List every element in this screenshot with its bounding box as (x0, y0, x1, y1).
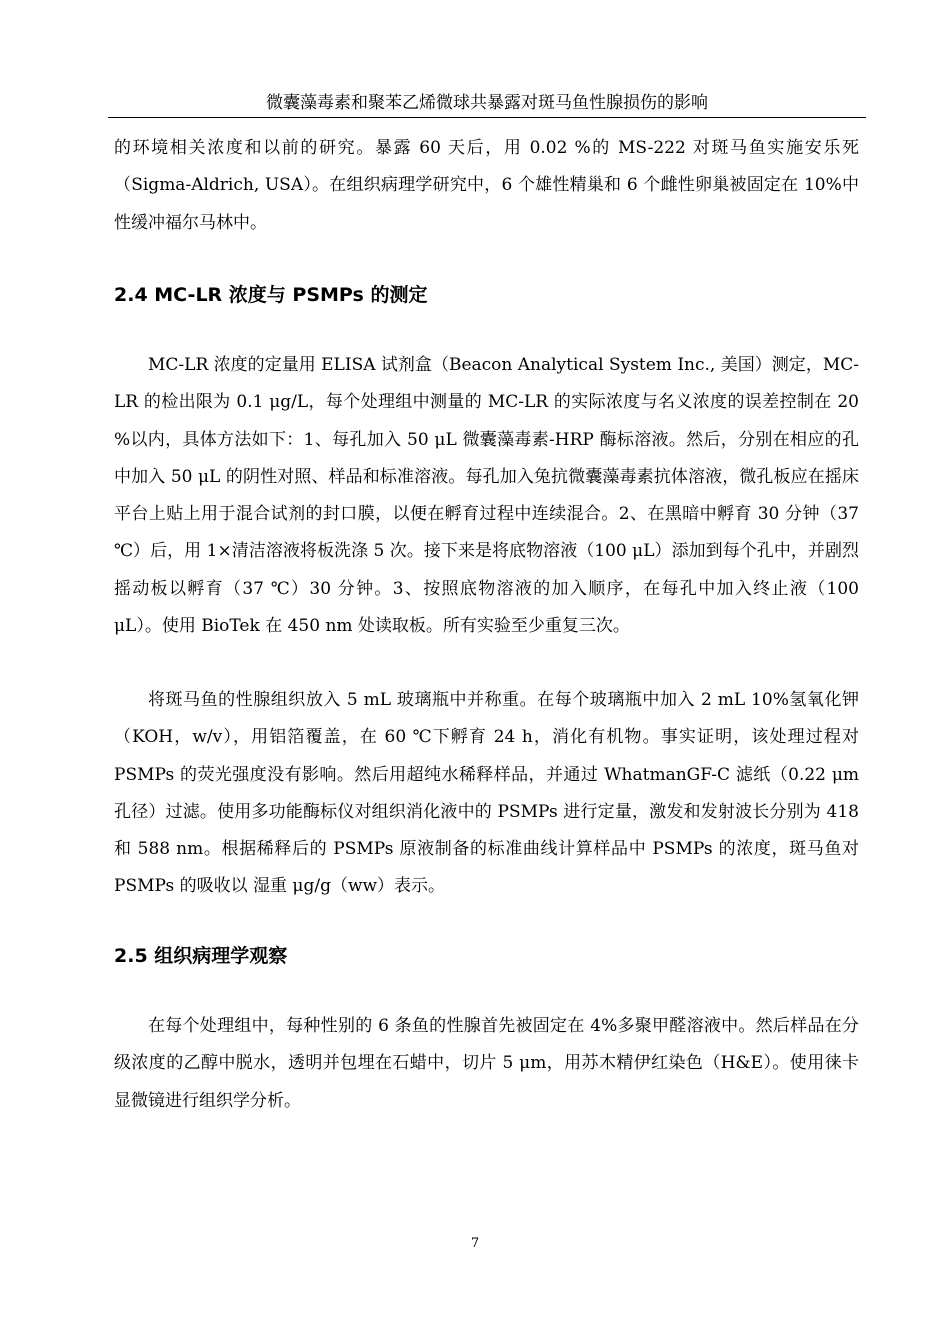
section-heading-2-5: 2.5 组织病理学观察 (114, 945, 288, 967)
paragraph-histology-method: 在每个处理组中，每种性别的 6 条鱼的性腺首先被固定在 4%多聚甲醛溶液中。然后样品在分级浓度的乙醇中脱水，透明并包埋在石蜡中，切片 5 μm，用苏木精伊红染色（H&E）。使用徕卡显微镜进行组织学分析。 (114, 1016, 859, 1111)
section-heading-2-4: 2.4 MC-LR 浓度与 PSMPs 的测定 (114, 284, 428, 306)
page-number: 7 (470, 1236, 480, 1251)
paragraph-mclr-method: MC-LR 浓度的定量用 ELISA 试剂盒（Beacon Analytical System Inc., 美国）测定，MC-LR 的检出限为 0.1 μg/L，每个处理组中测量的 MC-LR 的实际浓度与名义浓度的误差控制在 20 %以内，具体方法如下：1、每孔加入 50 μL 微囊藻毒素-HRP 酶标溶液。然后，分别在相应的孔中加入 50 μL 的阴性对照、样品和标准溶液。每孔加入兔抗微囊藻毒素抗体溶液，微孔板应在摇床平台上贴上用于混合试剂的封口膜，以便在孵育过程中连续混合。2、在黑暗中孵育 30 分钟（37 ℃）后，用 1×清洁溶液将板洗涤 5 次。接下来是将底物溶液（100 μL）添加到每个孔中，并剧烈摇动板以孵育（37 ℃）30 分钟。3、按照底物溶液的加入顺序，在每孔中加入终止液（100 μL）。使用 BioTek 在 450 nm 处读取板。所有实验至少重复三次。 (114, 355, 859, 637)
paragraph-continued: 的环境相关浓度和以前的研究。暴露 60 天后，用 0.02 %的 MS-222 对斑马鱼实施安乐死（Sigma-Aldrich, USA）。在组织病理学研究中，6 个雄性精巢和 6 个雌性卵巢被固定在 10%中性缓冲福尔马林中。 (114, 138, 859, 233)
header-divider (108, 117, 866, 118)
paragraph-psmps-method: 将斑马鱼的性腺组织放入 5 mL 玻璃瓶中并称重。在每个玻璃瓶中加入 2 mL 10%氢氧化钾（KOH，w/v），用铝箔覆盖，在 60 ℃下孵育 24 h，消化有机物。事实证明，该处理过程对 PSMPs 的荧光强度没有影响。然后用超纯水稀释样品，并通过 WhatmanGF-C 滤纸（0.22 μm 孔径）过滤。使用多功能酶标仪对组织消化液中的 PSMPs 进行定量，激发和发射波长分别为 418 和 588 nm。根据稀释后的 PSMPs 原液制备的标准曲线计算样品中 PSMPs 的浓度，斑马鱼对 PSMPs 的吸收以 湿重 μg/g（ww）表示。 (114, 690, 859, 897)
running-header-title: 微囊藻毒素和聚苯乙烯微球共暴露对斑马鱼性腺损伤的影响 (266, 93, 708, 113)
